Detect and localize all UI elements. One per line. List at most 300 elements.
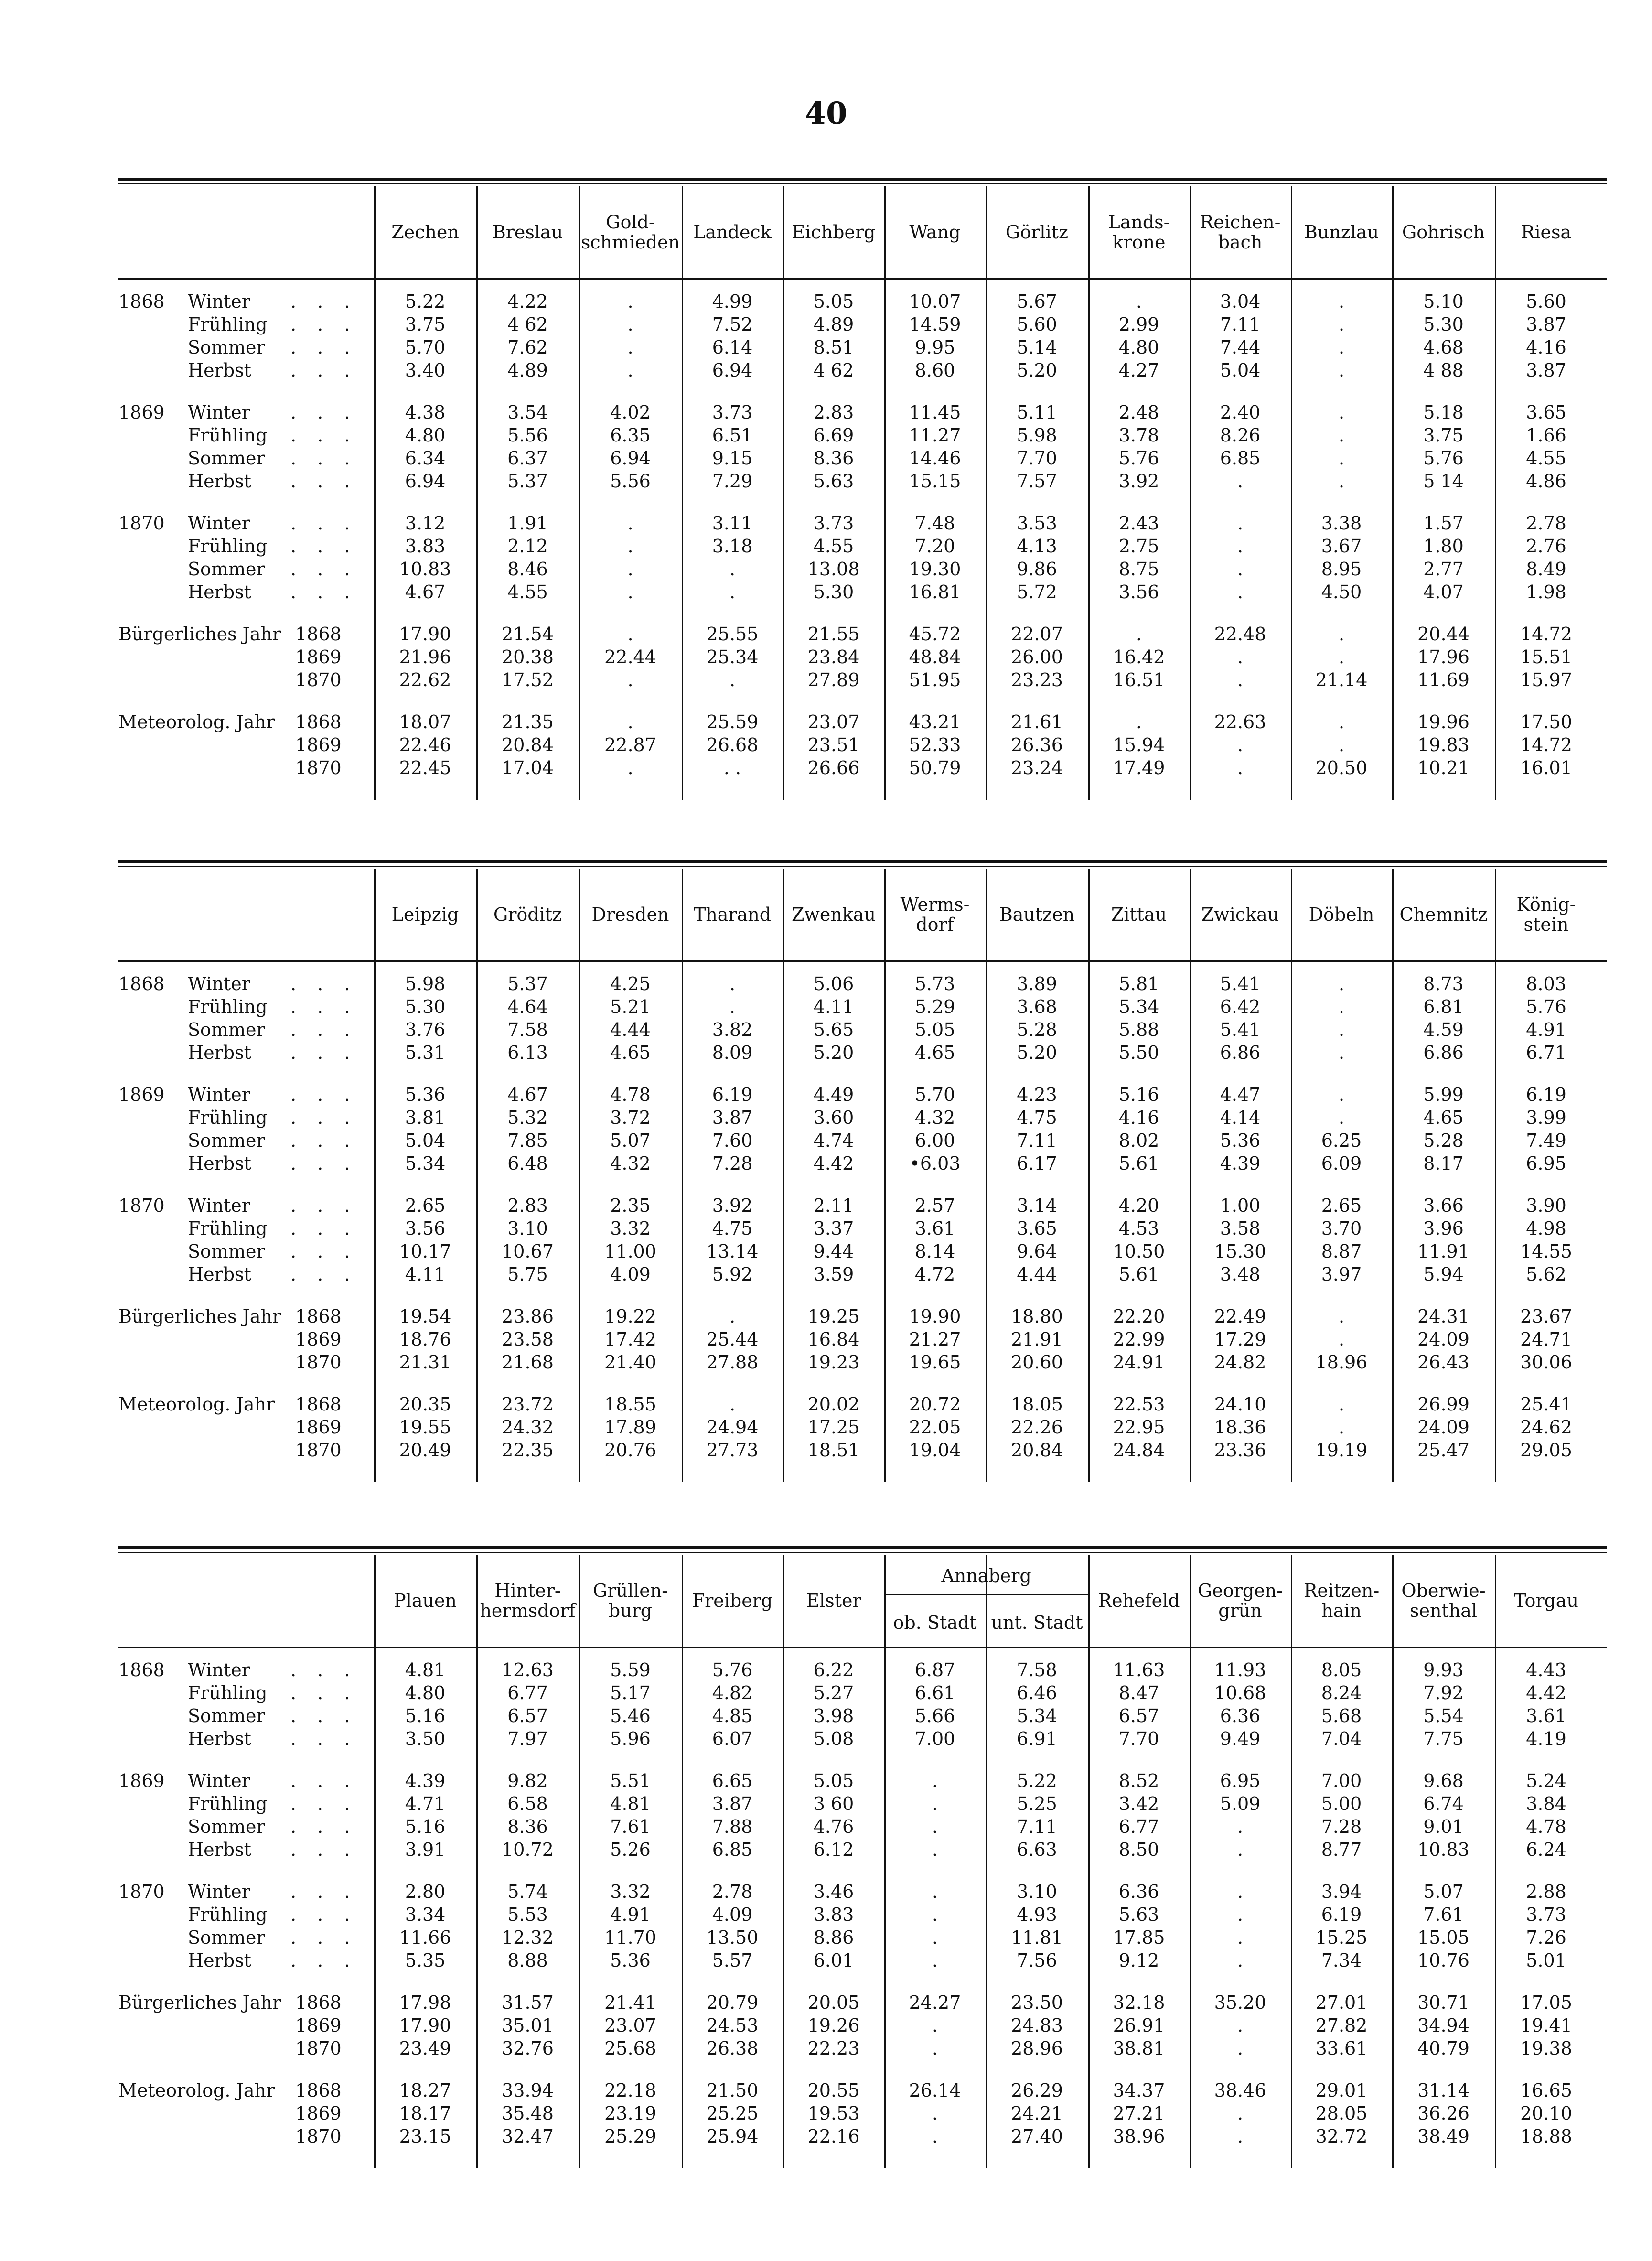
- column-header: Gröditz: [493, 904, 562, 925]
- table-cell: 8.02: [1118, 1130, 1159, 1151]
- table-cell: 7.70: [1118, 1728, 1159, 1749]
- column-header: Bautzen: [999, 904, 1075, 925]
- table-cell: 3.75: [405, 314, 446, 335]
- table-cell: 18.96: [1315, 1352, 1368, 1373]
- row-label: Winter: [188, 513, 250, 534]
- table-cell: 17.42: [604, 1329, 656, 1350]
- table-cell: 4.13: [1017, 536, 1057, 557]
- table-row: [118, 470, 1607, 493]
- table-cell: 22.20: [1113, 1306, 1165, 1327]
- table-cell: 8.60: [914, 360, 955, 381]
- table-cell: 24.71: [1520, 1329, 1572, 1350]
- table-cell: 22.62: [399, 669, 451, 690]
- table-cell: 5.61: [1118, 1153, 1159, 1174]
- table-cell: 33.94: [502, 2080, 554, 2101]
- table-cell: 24.09: [1417, 1329, 1470, 1350]
- table-cell: 20.44: [1417, 624, 1470, 645]
- table-cell: 32.47: [502, 2126, 554, 2147]
- table-cell: 7.58: [1017, 1659, 1057, 1680]
- table-cell: 7.11: [1017, 1816, 1057, 1837]
- table-cell: 5.63: [1118, 1904, 1159, 1925]
- table-cell: 18.07: [399, 711, 451, 732]
- row-label: 1869: [295, 646, 342, 668]
- table-cell: 6.85: [712, 1839, 753, 1860]
- table-cell: 5.51: [610, 1770, 651, 1791]
- column-header: Georgen- grün: [1197, 1580, 1283, 1621]
- table-cell: 8.73: [1423, 973, 1464, 994]
- row-label: Herbst: [188, 1728, 251, 1749]
- table-cell: 24.09: [1417, 1417, 1470, 1438]
- table-cell: 11.81: [1011, 1927, 1063, 1948]
- table-row: [118, 424, 1607, 447]
- table-cell: 6.00: [914, 1130, 955, 1151]
- table-cell: 17.96: [1417, 646, 1470, 668]
- table-cell: 6.65: [712, 1770, 753, 1791]
- table-cell: 17.05: [1520, 1992, 1572, 2013]
- row-label: Winter: [188, 291, 250, 312]
- table-cell: 4.39: [405, 1770, 446, 1791]
- table-row: [118, 1792, 1607, 1815]
- table-cell: 38.81: [1113, 2038, 1165, 2059]
- table-cell: 5.05: [813, 291, 854, 312]
- table-row: [118, 972, 1607, 995]
- table-cell: 3.48: [1220, 1264, 1261, 1285]
- table-cell: 6.58: [507, 1793, 548, 1814]
- table-cell: 2.88: [1526, 1881, 1566, 1902]
- table-cell: 3.87: [1526, 314, 1566, 335]
- table-cell: 5.94: [1423, 1264, 1464, 1285]
- table-cell: 38.46: [1214, 2080, 1266, 2101]
- table-cell: 2.40: [1220, 402, 1261, 423]
- table-cell: 11.63: [1113, 1659, 1165, 1680]
- table-row: [118, 1769, 1607, 1792]
- table-cell: 4 88: [1423, 360, 1464, 381]
- table-cell: 3.11: [712, 513, 753, 534]
- row-year-label: 1870: [118, 1881, 165, 1902]
- table-cell: 8.26: [1220, 425, 1261, 446]
- table-row: [118, 1926, 1607, 1949]
- table-cell: 7.75: [1423, 1728, 1464, 1749]
- table-cell: 4.53: [1118, 1218, 1159, 1239]
- group-header-annaberg: Annaberg: [941, 1565, 1031, 1586]
- table-cell: 5.28: [1017, 1019, 1057, 1040]
- table-cell: .: [1237, 1816, 1244, 1837]
- row-label: Frühling: [188, 996, 268, 1017]
- table-cell: .: [729, 581, 736, 603]
- column-divider: [579, 1555, 580, 2168]
- table-cell: 23.50: [1011, 1992, 1063, 2013]
- table-row: [118, 1681, 1607, 1704]
- table-cell: 6.37: [507, 448, 548, 469]
- table-cell: 5.68: [1321, 1705, 1362, 1726]
- column-divider: [986, 869, 987, 1482]
- table-cell: .: [627, 559, 633, 580]
- table-cell: 6.77: [1118, 1816, 1159, 1837]
- column-divider: [783, 186, 784, 800]
- table-cell: 4.89: [507, 360, 548, 381]
- table-cell: 19.96: [1417, 711, 1470, 732]
- table-cell: 32.18: [1113, 1992, 1165, 2013]
- table-cell: .: [627, 757, 633, 778]
- leader-dots: . . .: [290, 581, 358, 603]
- table-cell: 4.65: [914, 1042, 955, 1063]
- table-cell: 19.53: [807, 2103, 860, 2124]
- table-cell: 2.11: [813, 1195, 854, 1216]
- table-cell: 4.76: [813, 1816, 854, 1837]
- leader-dots: . . .: [290, 536, 358, 557]
- leader-dots: . . .: [290, 1153, 358, 1174]
- table-cell: 24.27: [909, 1992, 961, 2013]
- row-label: Herbst: [188, 1153, 251, 1174]
- table-cell: 8.17: [1423, 1153, 1464, 1174]
- table-cell: 18.80: [1011, 1306, 1063, 1327]
- table-cell: 4.44: [1017, 1264, 1057, 1285]
- table-cell: 3.59: [813, 1264, 854, 1285]
- table-row: [118, 1658, 1607, 1681]
- table-cell: 2.65: [405, 1195, 446, 1216]
- table-cell: 6.36: [1220, 1705, 1261, 1726]
- row-label: 1869: [295, 2015, 342, 2036]
- column-header: Leipzig: [391, 904, 459, 925]
- table-cell: 20.10: [1520, 2103, 1572, 2124]
- table-cell: .: [729, 1306, 736, 1327]
- table-cell: 22.49: [1214, 1306, 1266, 1327]
- table-cell: 5.20: [1017, 1042, 1057, 1063]
- table-cell: 24.62: [1520, 1417, 1572, 1438]
- table-cell: 3.54: [507, 402, 548, 423]
- column-header: Wang: [909, 222, 961, 243]
- table-cell: 23.86: [502, 1306, 554, 1327]
- table-cell: .: [932, 2015, 938, 2036]
- table-cell: 3.91: [405, 1839, 446, 1860]
- table-cell: 9.95: [914, 337, 955, 358]
- table-cell: 4.80: [1118, 337, 1159, 358]
- table-cell: 5.34: [405, 1153, 446, 1174]
- table-cell: 27.01: [1315, 1992, 1368, 2013]
- table-cell: 4.42: [813, 1153, 854, 1174]
- table-cell: •6.03: [909, 1153, 961, 1174]
- table-cell: 20.60: [1011, 1352, 1063, 1373]
- table-top-rule-thin: [118, 1552, 1607, 1553]
- table-cell: 17.49: [1113, 757, 1165, 778]
- table-cell: 25.44: [706, 1329, 759, 1350]
- table-cell: 11.45: [909, 402, 961, 423]
- table-cell: 26.43: [1417, 1352, 1470, 1373]
- table-cell: 4.09: [610, 1264, 651, 1285]
- table-cell: 22.07: [1011, 624, 1063, 645]
- table-cell: 3.58: [1220, 1218, 1261, 1239]
- table-cell: 5.73: [914, 973, 955, 994]
- table-cell: 10.17: [399, 1241, 451, 1262]
- table-cell: 4.64: [507, 996, 548, 1017]
- table-row: [118, 359, 1607, 382]
- table-cell: 23.58: [502, 1329, 554, 1350]
- table-row: [118, 1106, 1607, 1129]
- table-cell: 6.17: [1017, 1153, 1057, 1174]
- table-cell: 6.91: [1017, 1728, 1057, 1749]
- table-cell: 5.14: [1017, 337, 1057, 358]
- table-cell: 8.46: [507, 559, 548, 580]
- table-cell: 4.59: [1423, 1019, 1464, 1040]
- table-cell: 7.28: [1321, 1816, 1362, 1837]
- table-cell: 34.94: [1417, 2015, 1470, 2036]
- table-cell: 6.25: [1321, 1130, 1362, 1151]
- row-label: Frühling: [188, 1682, 268, 1703]
- table-cell: 2.99: [1118, 314, 1159, 335]
- table-cell: 2.57: [914, 1195, 955, 1216]
- table-row: [118, 2079, 1607, 2102]
- table-cell: .: [1338, 1417, 1345, 1438]
- column-header: ob. Stadt: [893, 1612, 977, 1633]
- table-cell: 14.55: [1520, 1241, 1572, 1262]
- table-cell: 7.52: [712, 314, 753, 335]
- leader-dots: . . .: [290, 1904, 358, 1925]
- table-cell: 13.14: [706, 1241, 759, 1262]
- table-cell: 3.61: [914, 1218, 955, 1239]
- table-cell: 4.71: [405, 1793, 446, 1814]
- table-cell: 5.18: [1423, 402, 1464, 423]
- table-cell: 5.05: [813, 1770, 854, 1791]
- table-cell: 3.38: [1321, 513, 1362, 534]
- column-divider: [884, 1555, 886, 2168]
- table-cell: .: [1237, 581, 1244, 603]
- table-cell: 2.78: [1526, 513, 1566, 534]
- column-header: Zwenkau: [791, 904, 876, 925]
- leader-dots: . . .: [290, 996, 358, 1017]
- table-cell: 4.75: [712, 1218, 753, 1239]
- row-label: Herbst: [188, 471, 251, 492]
- table-cell: 30.71: [1417, 1992, 1470, 2013]
- table-cell: 24.31: [1417, 1306, 1470, 1327]
- table-row: [118, 512, 1607, 535]
- table-cell: 5.05: [914, 1019, 955, 1040]
- table-cell: 17.90: [399, 624, 451, 645]
- table-cell: 3.53: [1017, 513, 1057, 534]
- table-cell: 4.16: [1526, 337, 1566, 358]
- table-cell: 20.84: [502, 734, 554, 755]
- table-row: [118, 1018, 1607, 1041]
- table-cell: 26.68: [706, 734, 759, 755]
- table-cell: 9.49: [1220, 1728, 1261, 1749]
- table-cell: 9.15: [712, 448, 753, 469]
- table-cell: .: [1338, 360, 1345, 381]
- table-cell: 4.02: [610, 402, 651, 423]
- row-label: Sommer: [188, 448, 265, 469]
- table-cell: .: [729, 973, 736, 994]
- table-cell: 7.34: [1321, 1950, 1362, 1971]
- table-cell: .: [1237, 757, 1244, 778]
- table-cell: 5.22: [1017, 1770, 1057, 1791]
- table-cell: 5.07: [1423, 1881, 1464, 1902]
- table-cell: 6.81: [1423, 996, 1464, 1017]
- table-cell: 22.87: [604, 734, 656, 755]
- table-cell: .: [627, 360, 633, 381]
- table-cell: 5 14: [1423, 471, 1464, 492]
- table-cell: 22.44: [604, 646, 656, 668]
- table-cell: 26.91: [1113, 2015, 1165, 2036]
- table-cell: 6.13: [507, 1042, 548, 1063]
- table-cell: 4.98: [1526, 1218, 1566, 1239]
- table-row: [118, 1880, 1607, 1903]
- table-cell: 6.74: [1423, 1793, 1464, 1814]
- table-cell: 6.42: [1220, 996, 1261, 1017]
- table-cell: 50.79: [909, 757, 961, 778]
- row-label: Herbst: [188, 1042, 251, 1063]
- table-cell: 3.92: [1118, 471, 1159, 492]
- table-cell: 5.21: [610, 996, 651, 1017]
- leader-dots: . . .: [290, 1728, 358, 1749]
- table-cell: 18.27: [399, 2080, 451, 2101]
- table-cell: 4.91: [610, 1904, 651, 1925]
- table-cell: 23.24: [1011, 757, 1063, 778]
- column-header: Dresden: [591, 904, 669, 925]
- table-cell: .: [1338, 1306, 1345, 1327]
- row-label: Winter: [188, 1659, 250, 1680]
- table-cell: 3.18: [712, 536, 753, 557]
- row-year-label: Bürgerliches Jahr: [118, 1306, 281, 1327]
- table-cell: .: [627, 291, 633, 312]
- table-cell: 27.73: [706, 1440, 759, 1461]
- table-cell: 8.75: [1118, 559, 1159, 580]
- row-label: Frühling: [188, 425, 268, 446]
- table-cell: 19.26: [807, 2015, 860, 2036]
- table-cell: .: [932, 1881, 938, 1902]
- table-cell: .: [1237, 1904, 1244, 1925]
- table-cell: 6.22: [813, 1659, 854, 1680]
- table-row: [118, 646, 1607, 668]
- table-cell: .: [1338, 711, 1345, 732]
- table-cell: .: [932, 1927, 938, 1948]
- table-cell: 26.99: [1417, 1394, 1470, 1415]
- table-cell: 2.77: [1423, 559, 1464, 580]
- table-cell: 26.00: [1011, 646, 1063, 668]
- table-cell: 7.56: [1017, 1950, 1057, 1971]
- table-cell: 21.91: [1011, 1329, 1063, 1350]
- table-cell: .: [932, 1839, 938, 1860]
- precipitation-table-1: [118, 178, 1607, 800]
- table-cell: 36.26: [1417, 2103, 1470, 2124]
- table-cell: 5.24: [1526, 1770, 1566, 1791]
- table-cell: 5.46: [610, 1705, 651, 1726]
- table-cell: 8.24: [1321, 1682, 1362, 1703]
- table-cell: 43.21: [909, 711, 961, 732]
- table-cell: 13.50: [706, 1927, 759, 1948]
- table-cell: 4.55: [1526, 448, 1566, 469]
- table-cell: 6.94: [610, 448, 651, 469]
- table-cell: 4.32: [610, 1153, 651, 1174]
- table-cell: .: [1237, 2126, 1244, 2147]
- table-cell: 17.04: [502, 757, 554, 778]
- table-cell: 22.26: [1011, 1417, 1063, 1438]
- table-row: [118, 1263, 1607, 1286]
- table-cell: 8.50: [1118, 1839, 1159, 1860]
- table-cell: 9.01: [1423, 1816, 1464, 1837]
- row-label: Herbst: [188, 581, 251, 603]
- table-cell: 3.87: [712, 1107, 753, 1128]
- table-cell: 4.20: [1118, 1195, 1159, 1216]
- table-cell: 6.01: [813, 1950, 854, 1971]
- row-year-label: 1868: [118, 1659, 165, 1680]
- table-cell: 3 60: [813, 1793, 854, 1814]
- table-cell: 5.66: [914, 1705, 955, 1726]
- leader-dots: . . .: [290, 337, 358, 358]
- table-cell: 6.61: [914, 1682, 955, 1703]
- table-cell: 3.66: [1423, 1195, 1464, 1216]
- table-cell: .: [1338, 973, 1345, 994]
- table-cell: 45.72: [909, 624, 961, 645]
- table-cell: 24.82: [1214, 1352, 1266, 1373]
- table-cell: 17.52: [502, 669, 554, 690]
- table-cell: 4.11: [405, 1264, 446, 1285]
- table-cell: .: [1136, 711, 1142, 732]
- table-cell: 23.49: [399, 2038, 451, 2059]
- table-cell: 5.31: [405, 1042, 446, 1063]
- table-cell: 6.94: [712, 360, 753, 381]
- column-divider: [476, 186, 478, 800]
- table-cell: 31.57: [502, 1992, 554, 2013]
- table-cell: 5.76: [1526, 996, 1566, 1017]
- table-cell: 9.68: [1423, 1770, 1464, 1791]
- header-bottom-rule: [118, 278, 1607, 280]
- table-cell: .: [627, 536, 633, 557]
- table-row: [118, 623, 1607, 646]
- row-label: Winter: [188, 402, 250, 423]
- column-header: Rehefeld: [1098, 1590, 1180, 1611]
- table-cell: 3.73: [712, 402, 753, 423]
- table-row: [118, 1217, 1607, 1240]
- column-header: Landeck: [693, 222, 772, 243]
- leader-dots: . . .: [290, 1195, 358, 1216]
- table-cell: 5.88: [1118, 1019, 1159, 1040]
- table-cell: 5.72: [1017, 581, 1057, 603]
- table-cell: 3.92: [712, 1195, 753, 1216]
- table-cell: 5.34: [1017, 1705, 1057, 1726]
- table-cell: 5.92: [712, 1264, 753, 1285]
- table-cell: 4.81: [610, 1793, 651, 1814]
- table-cell: 20.35: [399, 1394, 451, 1415]
- table-row: [118, 1903, 1607, 1926]
- table-row: [118, 1704, 1607, 1727]
- table-cell: 17.90: [399, 2015, 451, 2036]
- table-row: [118, 401, 1607, 424]
- table-cell: 35.20: [1214, 1992, 1266, 2013]
- row-label: 1868: [295, 1394, 342, 1415]
- table-cell: 4.55: [507, 581, 548, 603]
- table-cell: 8.05: [1321, 1659, 1362, 1680]
- table-cell: 22.48: [1214, 624, 1266, 645]
- table-cell: 6.09: [1321, 1153, 1362, 1174]
- table-cell: .: [729, 559, 736, 580]
- table-cell: 7.29: [712, 471, 753, 492]
- table-cell: 22.63: [1214, 711, 1266, 732]
- table-cell: 6.34: [405, 448, 446, 469]
- table-cell: 6.95: [1526, 1153, 1566, 1174]
- table-cell: 33.61: [1315, 2038, 1368, 2059]
- table-cell: .: [932, 1770, 938, 1791]
- column-header: Lands- krone: [1108, 212, 1170, 253]
- leader-dots: . . .: [290, 1793, 358, 1814]
- table-cell: 21.27: [909, 1329, 961, 1350]
- table-cell: 3.67: [1321, 536, 1362, 557]
- table-cell: 4.80: [405, 425, 446, 446]
- table-top-rule: [118, 178, 1607, 181]
- table-cell: 22.95: [1113, 1417, 1165, 1438]
- leader-dots: . . .: [290, 1019, 358, 1040]
- table-cell: .: [1136, 291, 1142, 312]
- table-cell: 19.22: [604, 1306, 656, 1327]
- table-cell: 21.55: [807, 624, 860, 645]
- table-cell: 5.32: [507, 1107, 548, 1128]
